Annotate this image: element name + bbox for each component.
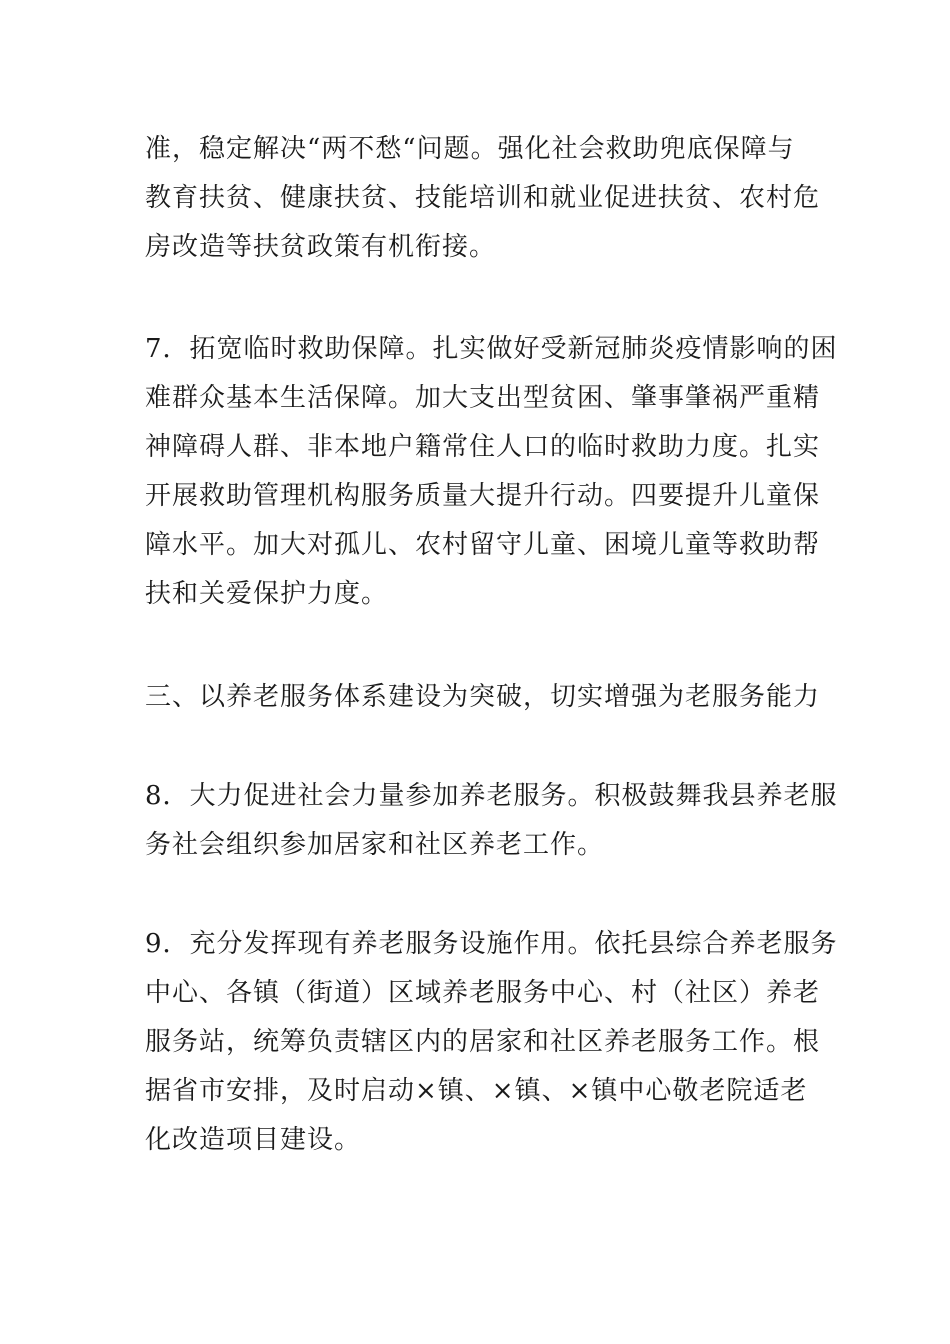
- text-line: 准，稳定解决“两不愁“问题。强化社会救助兜底保障与: [145, 134, 795, 164]
- text-line: 据省市安排，及时启动×镇、×镇、×镇中心敬老院适老: [145, 1076, 808, 1106]
- text-line: 开展救助管理机构服务质量大提升行动。四要提升儿童保: [145, 481, 821, 511]
- paragraph-item-9: [145, 920, 838, 1165]
- paragraph-1: [145, 125, 821, 272]
- text-line: 务社会组织参加居家和社区养老工作。: [145, 830, 605, 860]
- text-line: 神障碍人群、非本地户籍常住人口的临时救助力度。扎实: [145, 432, 821, 462]
- text-line: 难群众基本生活保障。加大支出型贫困、肇事肇祸严重精: [145, 383, 821, 413]
- text-line: 7．拓宽临时救助保障。扎实做好受新冠肺炎疫情影响的困: [145, 334, 838, 364]
- text-line: 服务站，统筹负责辖区内的居家和社区养老服务工作。根: [145, 1027, 821, 1057]
- text-line: 扶和关爱保护力度。: [145, 579, 389, 609]
- section-heading-text: 三、以养老服务体系建设为突破，切实增强为老服务能力: [145, 682, 821, 712]
- text-line: 9．充分发挥现有养老服务设施作用。依托县综合养老服务: [145, 929, 838, 959]
- text-line: 房改造等扶贫政策有机衔接。: [145, 232, 497, 262]
- text-line: 中心、各镇（街道）区域养老服务中心、村（社区）养老: [145, 978, 821, 1008]
- section-heading-3: [145, 673, 821, 722]
- text-line: 化改造项目建设。: [145, 1125, 362, 1155]
- paragraph-2-item-7: [145, 325, 838, 619]
- text-line: 8．大力促进社会力量参加养老服务。积极鼓舞我县养老服: [145, 781, 838, 811]
- paragraph-item-8: [145, 772, 838, 870]
- text-line: 障水平。加大对孤儿、农村留守儿童、困境儿童等救助帮: [145, 530, 821, 560]
- text-line: 教育扶贫、健康扶贫、技能培训和就业促进扶贫、农村危: [145, 183, 821, 213]
